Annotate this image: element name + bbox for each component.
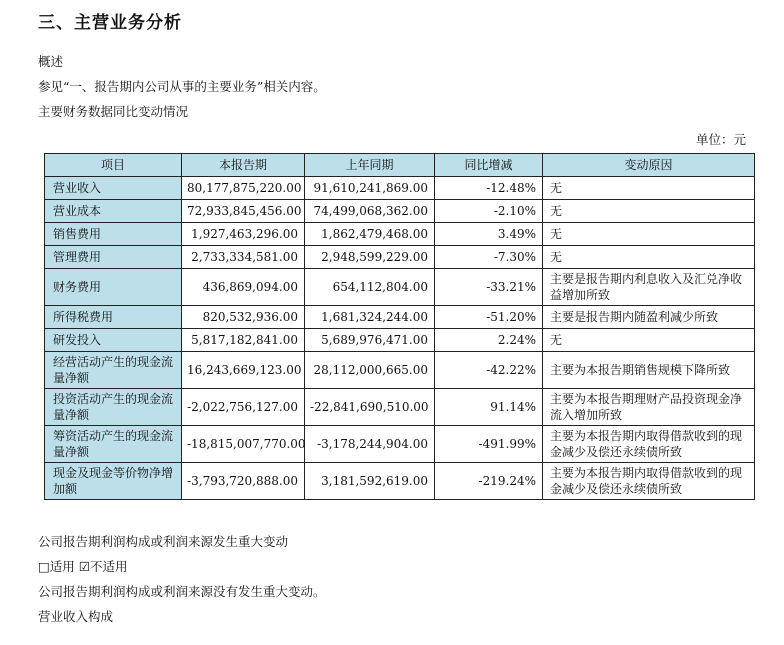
row-change: 3.49% [435,223,543,246]
row-current: -3,793,720,888.00 [182,463,305,500]
row-previous: 1,681,324,244.00 [305,306,435,329]
table-row [45,223,755,246]
table-row [45,329,755,352]
row-reason: 无 [543,223,755,246]
row-item: 筹资活动产生的现金流量净额 [45,426,182,463]
row-change: -33.21% [435,269,543,306]
not-applicable-checkbox: ☑不适用 [78,559,128,574]
table-header-row [45,154,755,177]
row-reason: 主要是报告期内利息收入及汇兑净收益增加所致 [543,269,755,306]
row-change: -491.99% [435,426,543,463]
row-change: -12.48% [435,177,543,200]
header-change-reason: 变动原因 [543,154,755,177]
header-item: 项目 [45,154,182,177]
row-item: 管理费用 [45,246,182,269]
row-previous: 5,689,976,471.00 [305,329,435,352]
row-current: 80,177,875,220.00 [182,177,305,200]
row-previous: 28,112,000,665.00 [305,352,435,389]
applicability-options [38,557,128,575]
row-previous: 2,948,599,229.00 [305,246,435,269]
row-item: 财务费用 [45,269,182,306]
row-previous: -22,841,690,510.00 [305,389,435,426]
row-item: 营业成本 [45,200,182,223]
table-caption: 主要财务数据同比变动情况 [38,104,189,119]
table-row [45,177,755,200]
header-current-period: 本报告期 [182,154,305,177]
row-reason: 无 [543,329,755,352]
overview-text: 参见“一、报告期内公司从事的主要业务”相关内容。 [38,79,326,94]
row-previous: 1,862,479,468.00 [305,223,435,246]
row-change: 91.14% [435,389,543,426]
row-reason: 主要是报告期内随盈利减少所致 [543,306,755,329]
row-item: 所得税费用 [45,306,182,329]
row-current: 820,532,936.00 [182,306,305,329]
table-row [45,426,755,463]
row-reason: 主要为本报告期理财产品投资现金净流入增加所致 [543,389,755,426]
row-reason: 无 [543,246,755,269]
applicable-checkbox: □适用 [38,559,75,574]
table-row [45,306,755,329]
row-current: 436,869,094.00 [182,269,305,306]
table-row [45,352,755,389]
row-item: 研发投入 [45,329,182,352]
table-row [45,200,755,223]
row-reason: 无 [543,200,755,223]
row-current: 16,243,669,123.00 [182,352,305,389]
row-previous: -3,178,244,904.00 [305,426,435,463]
table-row [45,246,755,269]
row-current: 2,733,334,581.00 [182,246,305,269]
row-reason: 无 [543,177,755,200]
row-item: 现金及现金等价物净增加额 [45,463,182,500]
row-reason: 主要为本报告期内取得借款收到的现金减少及偿还永续债所致 [543,426,755,463]
row-previous: 91,610,241,869.00 [305,177,435,200]
section-title: 三、主营业务分析 [38,13,182,33]
overview-label: 概述 [38,54,64,69]
row-item: 经营活动产生的现金流量净额 [45,352,182,389]
row-current: 5,817,182,841.00 [182,329,305,352]
profit-change-title: 公司报告期利润构成或利润来源发生重大变动 [38,534,289,549]
row-item: 营业收入 [45,177,182,200]
revenue-composition-title: 营业收入构成 [38,609,114,624]
row-current: 72,933,845,456.00 [182,200,305,223]
unit-label: 单位：元 [695,132,746,147]
row-previous: 74,499,068,362.00 [305,200,435,223]
financial-data-table [44,153,755,500]
row-item: 投资活动产生的现金流量净额 [45,389,182,426]
row-change: 2.24% [435,329,543,352]
profit-change-text: 公司报告期利润构成或利润来源没有发生重大变动。 [38,584,326,599]
row-previous: 654,112,804.00 [305,269,435,306]
table-row [45,463,755,500]
row-change: -42.22% [435,352,543,389]
row-current: -18,815,007,770.00 [182,426,305,463]
header-yoy-change: 同比增减 [435,154,543,177]
row-current: -2,022,756,127.00 [182,389,305,426]
row-previous: 3,181,592,619.00 [305,463,435,500]
row-change: -219.24% [435,463,543,500]
row-change: -2.10% [435,200,543,223]
row-current: 1,927,463,296.00 [182,223,305,246]
row-change: -51.20% [435,306,543,329]
header-previous-period: 上年同期 [305,154,435,177]
table-row [45,389,755,426]
row-item: 销售费用 [45,223,182,246]
row-change: -7.30% [435,246,543,269]
table-row [45,269,755,306]
row-reason: 主要为本报告期内取得借款收到的现金减少及偿还永续债所致 [543,463,755,500]
row-reason: 主要为本报告期销售规模下降所致 [543,352,755,389]
